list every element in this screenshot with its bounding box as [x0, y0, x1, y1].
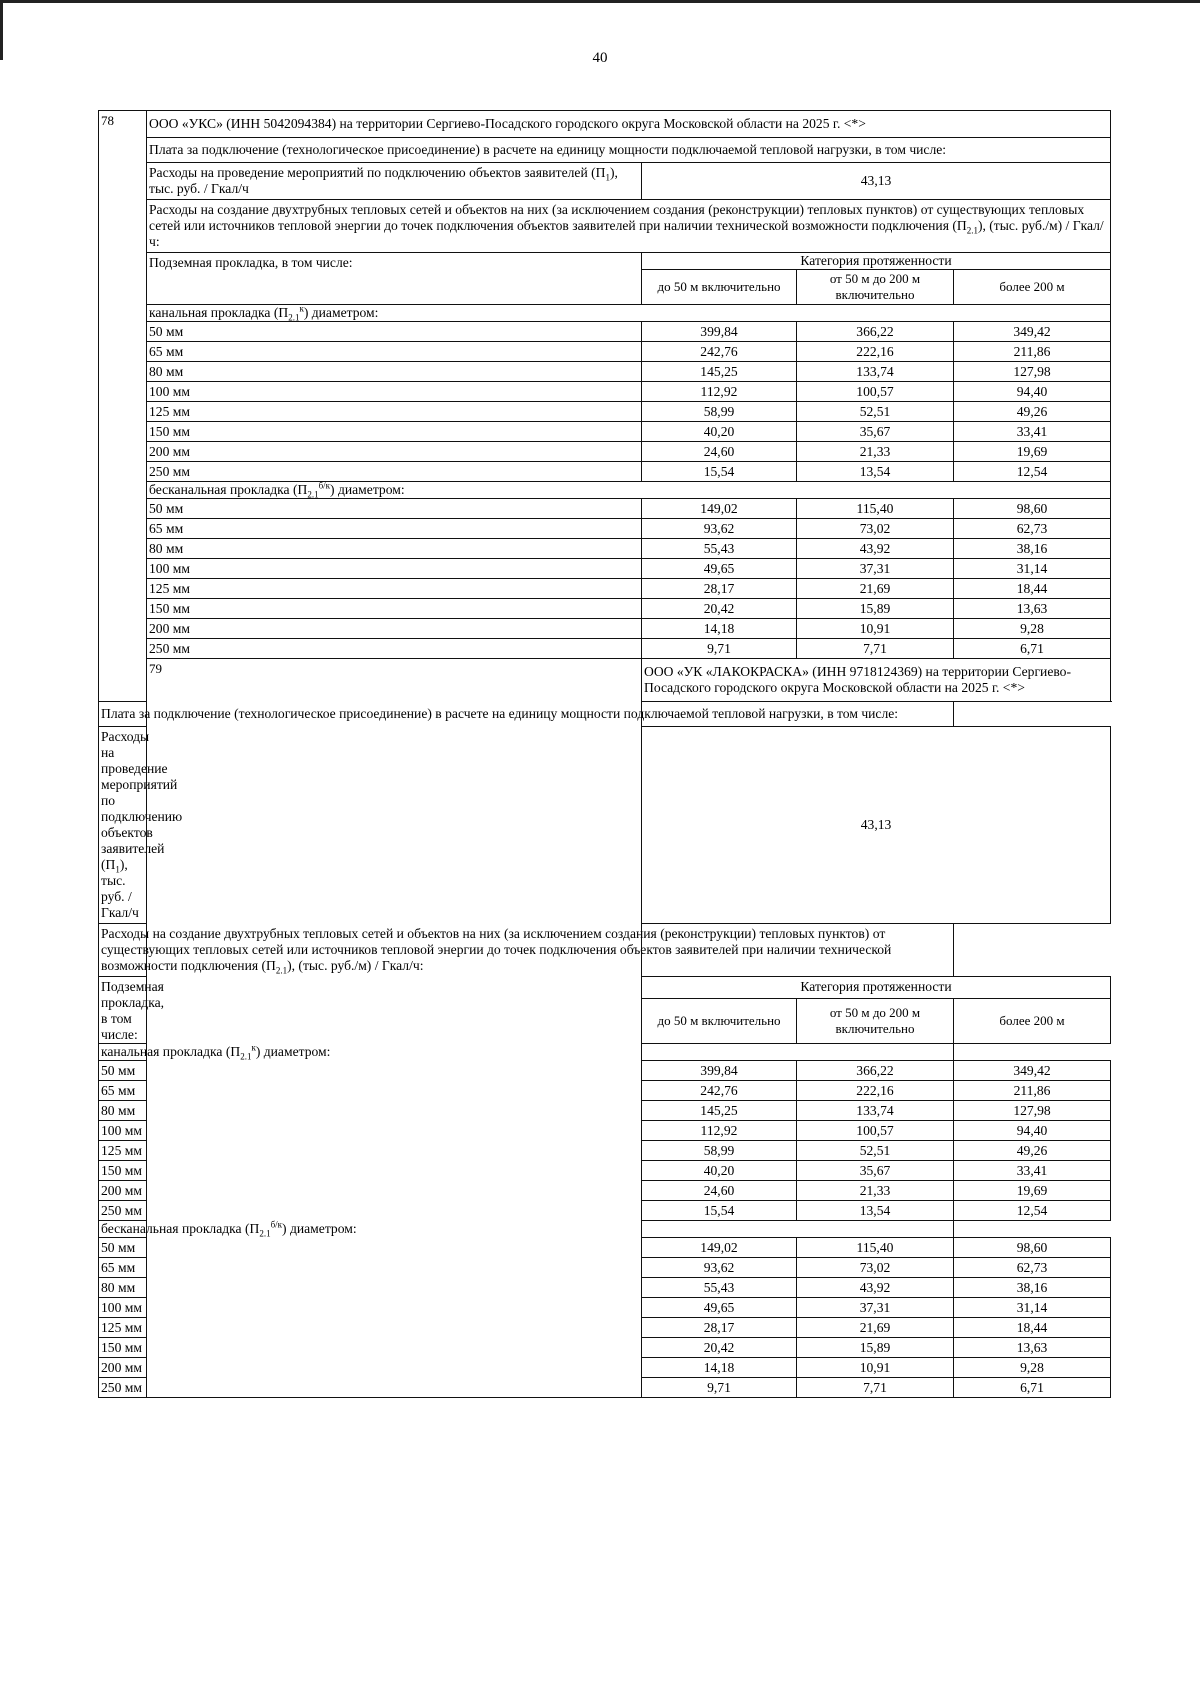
value-cell: 9,28 [954, 1358, 1111, 1378]
table-row [99, 422, 1111, 442]
diameter-cell: 150 мм [147, 422, 642, 442]
value-cell: 31,14 [954, 1298, 1111, 1318]
diameter-cell: 50 мм [147, 499, 642, 519]
category-header: Категория протяженности [642, 977, 1111, 999]
diameter-cell: 250 мм [99, 1201, 147, 1221]
value-cell: 35,67 [797, 1161, 954, 1181]
value-cell: 52,51 [797, 1141, 954, 1161]
channel-section-row [99, 1044, 1111, 1061]
expenses-value: 43,13 [642, 163, 1111, 200]
value-cell: 40,20 [642, 422, 797, 442]
value-cell: 21,69 [797, 579, 954, 599]
expenses-row [99, 163, 1111, 200]
value-cell: 37,31 [797, 1298, 954, 1318]
diameter-cell: 50 мм [99, 1061, 147, 1081]
intro-row [99, 138, 1111, 163]
networks-description-row [99, 200, 1111, 253]
value-cell: 28,17 [642, 579, 797, 599]
value-cell: 20,42 [642, 1338, 797, 1358]
intro-row [99, 702, 1111, 727]
value-cell: 211,86 [954, 1081, 1111, 1101]
value-cell: 38,16 [954, 539, 1111, 559]
value-cell: 15,89 [797, 599, 954, 619]
value-cell: 13,63 [954, 1338, 1111, 1358]
value-cell: 15,89 [797, 1338, 954, 1358]
diameter-cell: 125 мм [99, 1141, 147, 1161]
diameter-cell: 100 мм [147, 559, 642, 579]
entry-number: 79 [147, 659, 642, 1398]
value-cell: 9,71 [642, 1378, 797, 1398]
table-row [99, 322, 1111, 342]
value-cell: 6,71 [954, 639, 1111, 659]
diameter-cell: 100 мм [99, 1121, 147, 1141]
expenses-label: Расходы на проведение мероприятий по подключению объектов заявителей $(П_1)$, тыс. руб. / Гкал/ч [99, 727, 147, 924]
value-cell: 49,65 [642, 559, 797, 579]
underground-label: Подземная прокладка, в том числе: [147, 253, 642, 305]
value-cell: 55,43 [642, 539, 797, 559]
value-cell: 33,41 [954, 1161, 1111, 1181]
networks-description-row [99, 924, 1111, 977]
diameter-cell: 250 мм [99, 1378, 147, 1398]
value-cell: 145,25 [642, 362, 797, 382]
diameter-cell: 125 мм [147, 402, 642, 422]
value-cell: 31,14 [954, 559, 1111, 579]
value-cell: 20,42 [642, 599, 797, 619]
value-cell: 115,40 [797, 499, 954, 519]
table-row [99, 442, 1111, 462]
value-cell: 18,44 [954, 1318, 1111, 1338]
channel-section-row [99, 305, 1111, 322]
diameter-cell: 80 мм [147, 539, 642, 559]
value-cell: 21,33 [797, 442, 954, 462]
diameter-cell: 200 мм [147, 442, 642, 462]
value-cell: 93,62 [642, 519, 797, 539]
value-cell: 149,02 [642, 1238, 797, 1258]
page-number: 40 [592, 50, 608, 66]
diameter-cell: 150 мм [147, 599, 642, 619]
diameter-cell: 65 мм [147, 342, 642, 362]
diameter-cell: 65 мм [147, 519, 642, 539]
value-cell: 43,92 [797, 539, 954, 559]
expenses-label: Расходы на проведение мероприятий по подключению объектов заявителей $(П_1)$, тыс. руб. / Гкал/ч [147, 163, 642, 200]
table-row [99, 362, 1111, 382]
channel-laying-label: канальная прокладка $(П_{2.1}^к)$ диаметром: [147, 305, 1111, 322]
table-row [99, 599, 1111, 619]
value-cell: 112,92 [642, 382, 797, 402]
value-cell: 19,69 [954, 1181, 1111, 1201]
value-cell: 28,17 [642, 1318, 797, 1338]
channelless-laying-label: бесканальная прокладка $(П_{2.1}^{б/к})$ диаметром: [147, 482, 1111, 499]
entry-title-row [99, 659, 1111, 702]
value-cell: 33,41 [954, 422, 1111, 442]
value-cell: 14,18 [642, 1358, 797, 1378]
value-cell: 10,91 [797, 1358, 954, 1378]
value-cell: 38,16 [954, 1278, 1111, 1298]
value-cell: 242,76 [642, 1081, 797, 1101]
value-cell: 100,57 [797, 382, 954, 402]
value-cell: 49,26 [954, 402, 1111, 422]
column-header-over-200m: более 200 м [954, 270, 1111, 305]
value-cell: 43,92 [797, 1278, 954, 1298]
diameter-cell: 200 мм [99, 1181, 147, 1201]
value-cell: 133,74 [797, 1101, 954, 1121]
connection-fee-intro: Плата за подключение (технологическое присоединение) в расчете на единицу мощности подключаемой тепловой нагрузки, в том числе: [99, 702, 954, 727]
entry-number: 78 [99, 111, 147, 702]
value-cell: 399,84 [642, 322, 797, 342]
value-cell: 211,86 [954, 342, 1111, 362]
value-cell: 13,63 [954, 599, 1111, 619]
table-row [99, 499, 1111, 519]
value-cell: 9,71 [642, 639, 797, 659]
value-cell: 349,42 [954, 322, 1111, 342]
networks-description: Расходы на создание двухтрубных тепловых сетей и объектов на них (за исключением создания (реконструкции) тепловых пунктов) от существующих тепловых сетей или источников тепловой энергии до точек подключения объектов заявителей при наличии технической возможности подключения $(П_{2.1})$, (тыс. руб./м) / Гкал/ч: [147, 200, 1111, 253]
column-header-up-to-50m: до 50 м включительно [642, 998, 797, 1043]
table-row [99, 619, 1111, 639]
value-cell: 112,92 [642, 1121, 797, 1141]
value-cell: 55,43 [642, 1278, 797, 1298]
channel-laying-label: канальная прокладка $(П_{2.1}^к)$ диаметром: [99, 1044, 954, 1061]
table-row [99, 519, 1111, 539]
value-cell: 21,69 [797, 1318, 954, 1338]
value-cell: 93,62 [642, 1258, 797, 1278]
value-cell: 12,54 [954, 1201, 1111, 1221]
diameter-cell: 80 мм [147, 362, 642, 382]
diameter-cell: 200 мм [99, 1358, 147, 1378]
value-cell: 62,73 [954, 1258, 1111, 1278]
value-cell: 94,40 [954, 382, 1111, 402]
underground-label: Подземная прокладка, в том числе: [99, 977, 147, 1044]
diameter-cell: 150 мм [99, 1161, 147, 1181]
column-header-over-200m: более 200 м [954, 998, 1111, 1043]
table-row [99, 382, 1111, 402]
value-cell: 9,28 [954, 619, 1111, 639]
organization-title: ООО «УК «ЛАКОКРАСКА» (ИНН 9718124369) на территории Сергиево-Посадского городского округа Московской области на 2025 г. <*> [642, 659, 1111, 702]
networks-description: Расходы на создание двухтрубных тепловых сетей и объектов на них (за исключением создания (реконструкции) тепловых пунктов) от существующих тепловых сетей или источников тепловой энергии до точек подключения объектов заявителей при наличии технической возможности подключения $(П_{2.1})$, (тыс. руб./м) / Гкал/ч: [99, 924, 954, 977]
value-cell: 13,54 [797, 1201, 954, 1221]
column-header-50-to-200m: от 50 м до 200 м включительно [797, 270, 954, 305]
diameter-cell: 65 мм [99, 1258, 147, 1278]
value-cell: 399,84 [642, 1061, 797, 1081]
value-cell: 58,99 [642, 402, 797, 422]
value-cell: 6,71 [954, 1378, 1111, 1398]
value-cell: 115,40 [797, 1238, 954, 1258]
channelless-section-row [99, 482, 1111, 499]
diameter-cell: 125 мм [99, 1318, 147, 1338]
value-cell: 37,31 [797, 559, 954, 579]
diameter-cell: 200 мм [147, 619, 642, 639]
category-header: Категория протяженности [642, 253, 1111, 270]
diameter-cell: 100 мм [99, 1298, 147, 1318]
table-row [99, 639, 1111, 659]
value-cell: 35,67 [797, 422, 954, 442]
diameter-cell: 150 мм [99, 1338, 147, 1358]
value-cell: 242,76 [642, 342, 797, 362]
value-cell: 40,20 [642, 1161, 797, 1181]
value-cell: 24,60 [642, 1181, 797, 1201]
diameter-cell: 250 мм [147, 462, 642, 482]
tariff-table [98, 110, 1111, 1398]
value-cell: 58,99 [642, 1141, 797, 1161]
value-cell: 98,60 [954, 499, 1111, 519]
value-cell: 49,26 [954, 1141, 1111, 1161]
connection-fee-intro: Плата за подключение (технологическое присоединение) в расчете на единицу мощности подключаемой тепловой нагрузки, в том числе: [147, 138, 1111, 163]
value-cell: 15,54 [642, 1201, 797, 1221]
diameter-cell: 50 мм [99, 1238, 147, 1258]
diameter-cell: 65 мм [99, 1081, 147, 1101]
value-cell: 24,60 [642, 442, 797, 462]
value-cell: 19,69 [954, 442, 1111, 462]
table-row [99, 539, 1111, 559]
diameter-cell: 80 мм [99, 1101, 147, 1121]
value-cell: 7,71 [797, 1378, 954, 1398]
value-cell: 222,16 [797, 1081, 954, 1101]
table-row [99, 462, 1111, 482]
value-cell: 100,57 [797, 1121, 954, 1141]
scan-edge-top [0, 0, 1200, 3]
value-cell: 21,33 [797, 1181, 954, 1201]
value-cell: 49,65 [642, 1298, 797, 1318]
value-cell: 94,40 [954, 1121, 1111, 1141]
value-cell: 73,02 [797, 519, 954, 539]
value-cell: 98,60 [954, 1238, 1111, 1258]
diameter-cell: 250 мм [147, 639, 642, 659]
channelless-section-row [99, 1221, 1111, 1238]
value-cell: 15,54 [642, 462, 797, 482]
value-cell: 7,71 [797, 639, 954, 659]
value-cell: 10,91 [797, 619, 954, 639]
entry-title-row [99, 111, 1111, 138]
diameter-cell: 80 мм [99, 1278, 147, 1298]
column-header-up-to-50m: до 50 м включительно [642, 270, 797, 305]
value-cell: 127,98 [954, 362, 1111, 382]
value-cell: 13,54 [797, 462, 954, 482]
value-cell: 366,22 [797, 322, 954, 342]
table-row [99, 342, 1111, 362]
diameter-cell: 100 мм [147, 382, 642, 402]
value-cell: 149,02 [642, 499, 797, 519]
value-cell: 62,73 [954, 519, 1111, 539]
category-header-row [99, 253, 1111, 270]
diameter-cell: 125 мм [147, 579, 642, 599]
value-cell: 73,02 [797, 1258, 954, 1278]
column-header-50-to-200m: от 50 м до 200 м включительно [797, 998, 954, 1043]
value-cell: 366,22 [797, 1061, 954, 1081]
value-cell: 145,25 [642, 1101, 797, 1121]
table-row [99, 402, 1111, 422]
value-cell: 18,44 [954, 579, 1111, 599]
value-cell: 222,16 [797, 342, 954, 362]
diameter-cell: 50 мм [147, 322, 642, 342]
value-cell: 12,54 [954, 462, 1111, 482]
channelless-laying-label: бесканальная прокладка $(П_{2.1}^{б/к})$ диаметром: [99, 1221, 954, 1238]
value-cell: 14,18 [642, 619, 797, 639]
expenses-value: 43,13 [642, 727, 1111, 924]
value-cell: 133,74 [797, 362, 954, 382]
value-cell: 52,51 [797, 402, 954, 422]
table-row [99, 559, 1111, 579]
value-cell: 127,98 [954, 1101, 1111, 1121]
table-row [99, 579, 1111, 599]
organization-title: ООО «УКС» (ИНН 5042094384) на территории Сергиево-Посадского городского округа Московской области на 2025 г. <*> [147, 111, 1111, 138]
value-cell: 349,42 [954, 1061, 1111, 1081]
